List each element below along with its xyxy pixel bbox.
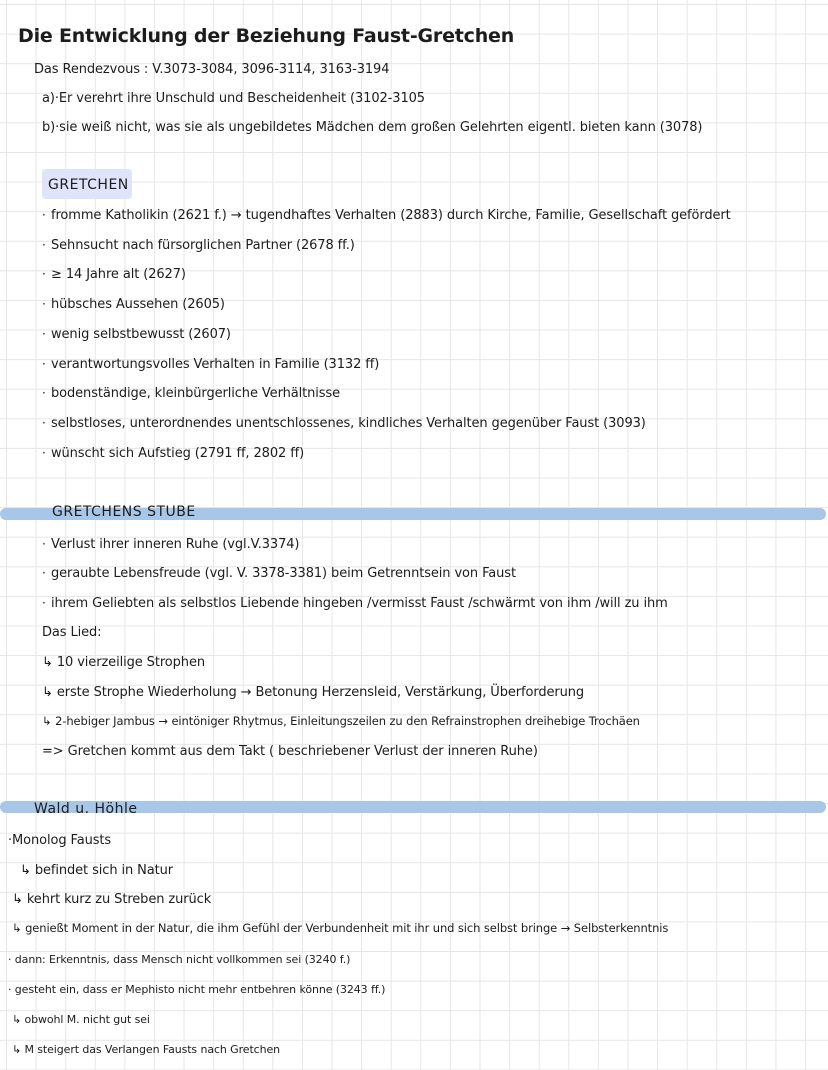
gretchen-item-text: ≥ 14 Jahre alt (2627): [51, 267, 186, 282]
gretchen-item-text: bodenständige, kleinbürgerliche Verhältnisse: [51, 386, 340, 401]
gretchen-item: [42, 268, 186, 281]
stube-heading: GRETCHENS STUBE: [52, 504, 196, 520]
bullet-dot: ·: [42, 596, 46, 610]
bullet-dot: ·: [42, 327, 46, 341]
gretchen-item: [42, 298, 225, 311]
gretchen-heading: GRETCHEN: [48, 177, 129, 193]
rendezvous-item-b: b)·sie weiß nicht, was sie als ungebildetes Mädchen dem großen Gelehrten eigentl. bieten kann (3078): [42, 120, 703, 135]
rendezvous-item-a: a)·Er verehrt ihre Unschuld und Bescheidenheit (3102-3105: [42, 91, 425, 106]
wald-line: ↳ kehrt kurz zu Streben zurück: [12, 892, 212, 907]
gretchen-item-text: wenig selbstbewusst (2607): [51, 327, 231, 342]
page-title: Die Entwicklung der Beziehung Faust-Gretchen: [18, 25, 515, 47]
stube-item: [42, 538, 299, 551]
gretchen-item-text: selbstloses, unterordnendes unentschlossenes, kindliches Verhalten gegenüber Faust (3093): [51, 416, 646, 431]
bullet-dot: ·: [42, 537, 46, 551]
gretchen-item-text: fromme Katholikin (2621 f.) → tugendhaftes Verhalten (2883) durch Kirche, Familie, Gesellschaft gefördert: [51, 208, 731, 223]
wald-line: ↳ befindet sich in Natur: [20, 863, 174, 878]
rendezvous-label: Das Rendezvous : V.3073-3084, 3096-3114, 3163-3194: [34, 62, 390, 77]
gretchen-item: [42, 447, 304, 460]
gretchen-item: [42, 417, 646, 430]
lied-item: ↳ 10 vierzeilige Strophen: [42, 655, 205, 670]
gretchen-item: [42, 358, 379, 371]
stube-item-text: Verlust ihrer inneren Ruhe (vgl.V.3374): [51, 537, 300, 552]
wald-line: · dann: Erkenntnis, dass Mensch nicht vollkommen sei (3240 f.): [8, 953, 351, 966]
gretchen-item: [42, 239, 355, 252]
bullet-dot: ·: [42, 386, 46, 400]
wald-line: ↳ obwohl M. nicht gut sei: [12, 1013, 150, 1026]
bullet-dot: ·: [42, 566, 46, 580]
wald-line: · gesteht ein, dass er Mephisto nicht mehr entbehren könne (3243 ff.): [8, 983, 386, 996]
stube-item-text: geraubte Lebensfreude (vgl. V. 3378-3381) beim Getrenntsein von Faust: [51, 566, 516, 581]
lied-conclusion: => Gretchen kommt aus dem Takt ( beschriebener Verlust der inneren Ruhe): [42, 744, 538, 759]
wald-heading: Wald u. Höhle: [34, 801, 138, 817]
bullet-dot: ·: [42, 446, 46, 460]
gretchen-item: [42, 209, 731, 222]
gretchen-item-text: Sehnsucht nach fürsorglichen Partner (2678 ff.): [51, 238, 355, 253]
gretchen-item-text: verantwortungsvolles Verhalten in Familie (3132 ff): [51, 357, 380, 372]
bullet-dot: ·: [42, 416, 46, 430]
gretchen-item: [42, 387, 340, 400]
gretchen-item-text: wünscht sich Aufstieg (2791 ff, 2802 ff): [51, 446, 305, 461]
bullet-dot: ·: [42, 208, 46, 222]
wald-line: ·Monolog Fausts: [8, 833, 112, 848]
bullet-dot: ·: [42, 238, 46, 252]
stube-item: [42, 567, 516, 580]
bullet-dot: ·: [42, 357, 46, 371]
gretchen-item: [42, 328, 231, 341]
wald-line: ↳ M steigert das Verlangen Fausts nach Gretchen: [12, 1043, 281, 1056]
lied-item: ↳ erste Strophe Wiederholung → Betonung Herzensleid, Verstärkung, Überforderung: [42, 685, 585, 700]
bullet-dot: ·: [42, 297, 46, 311]
gretchen-item-text: hübsches Aussehen (2605): [51, 297, 225, 312]
stube-item: [42, 597, 668, 610]
bullet-dot: ·: [42, 267, 46, 281]
wald-line: ↳ genießt Moment in der Natur, die ihm Gefühl der Verbundenheit mit ihr und sich selbst bringe → Selbsterkenntnis: [12, 921, 669, 935]
lied-item: ↳ 2-hebiger Jambus → eintöniger Rhytmus, Einleitungszeilen zu den Refrainstrophen dreihebige Trochäen: [42, 714, 640, 728]
stube-item-text: ihrem Geliebten als selbstlos Liebende hingeben /vermisst Faust /schwärmt von ihm /will zu ihm: [51, 596, 668, 611]
lied-label: Das Lied:: [42, 625, 102, 640]
